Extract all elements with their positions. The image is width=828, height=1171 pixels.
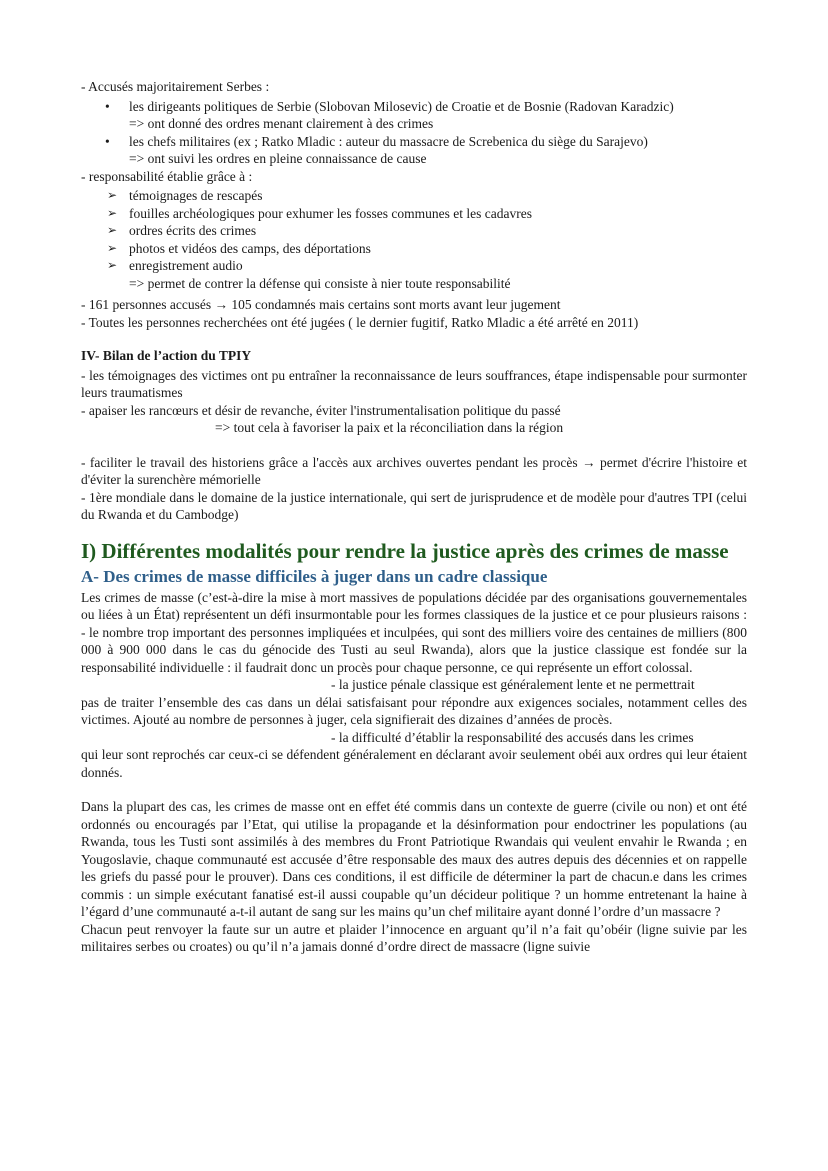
bullet-text: les dirigeants politiques de Serbie (Slobovan Milosevic) de Croatie et de Bosnie (Radovan Karadzic) [129, 98, 674, 114]
list-conclusion [81, 275, 747, 293]
list-item [81, 133, 747, 151]
section-paragraph-2: pas de traiter l’ensemble des cas dans un délai satisfaisant pour répondre aux exigences sociales, notamment celles des victimes. Ajouté au nombre de personnes à juger, cela signifierait des dizaines d’années de procès. [81, 694, 747, 727]
stats-line-1: - 161 personnes accusés → 105 condamnés mais certains sont morts avant leur jugement [81, 297, 561, 312]
list-item-text: photos et vidéos des camps, des déportations [129, 240, 371, 256]
list-item [81, 222, 747, 240]
section-paragraph-4: Dans la plupart des cas, les crimes de masse ont en effet été commis dans un contexte de guerre (civile ou non) et ont été ordonnés ou encouragés par l’Etat, qui utilise la propagande et la désinformation pour endoctriner les populations (au Rwanda, tous les Tusti sont assimilés à des membres du Front Patriotique Rwandais qui veulent envahir le Rwanda ; en Yougoslavie, chaque communauté est accusée d’être responsable des maux des autres depuis des décennies et on rappelle les griefs du passé pour le prouver). Dans ces conditions, il est difficile de déterminer la part de chacun.e dans les crimes commis : un simple exécutant fanatisé est-il aussi coupable qu’un décideur politique ? un homme entretenant la haine à l’égard d’une communauté a-t-il autant de sang sur les mains qu’un chef militaire ayant donné l’ordre d’un massacre ? [81, 799, 747, 919]
bullet-icon: • [105, 98, 110, 114]
section-title: I) Différentes modalités pour rendre la justice après des crimes de masse [81, 538, 729, 563]
section-paragraph-3-start: - la difficulté d’établir la responsabilité des accusés dans les crimes [331, 729, 694, 745]
arrow-bullet-icon: ➢ [107, 188, 118, 202]
arrow-bullet-icon: ➢ [107, 240, 118, 255]
list-item [81, 257, 747, 275]
bilan-paragraph-1: - les témoignages des victimes ont pu entraîner la reconnaissance de leurs souffrances, étape indispensable pour surmonter leurs traumatismes [81, 367, 747, 400]
bilan-title: IV- Bilan de l’action du TPIY [81, 348, 252, 363]
list-item-text: fouilles archéologiques pour exhumer les fosses communes et les cadavres [129, 205, 533, 221]
list-item-text: enregistrement audio [129, 258, 243, 273]
accuses-list [81, 98, 747, 168]
responsabilite-list [81, 187, 747, 292]
bullet-sub [81, 115, 747, 133]
arrow-bullet-icon: ➢ [107, 223, 118, 237]
bilan-paragraph-2: - apaiser les rancœurs et désir de revanche, éviter l'instrumentalisation politique du passé [81, 402, 561, 418]
document-content [81, 78, 747, 956]
spacer [81, 437, 747, 454]
bilan-conclusion: => tout cela à favoriser la paix et la réconciliation dans la région [215, 420, 564, 435]
list-item [81, 98, 747, 116]
arrow-bullet-icon: ➢ [107, 205, 118, 220]
bullet-icon: • [105, 133, 110, 149]
section-paragraph-5: Chacun peut renvoyer la faute sur un autre et plaider l’innocence en arguant qu’il n’a fait qu’obéir (ligne suivie par les militaires serbes ou croates) ou qu’il n’a jamais donné d’ordre direct de massacre (ligne suivie [81, 921, 747, 954]
spacer [81, 781, 747, 798]
stats-line-2: - Toutes les personnes recherchées ont été jugées ( le dernier fugitif, Ratko Mladic a été arrêté en 2011) [81, 314, 639, 330]
responsabilite-intro: - responsabilité établie grâce à : [81, 168, 253, 184]
list-item [81, 240, 747, 258]
accuses-intro: - Accusés majoritairement Serbes : [81, 79, 270, 94]
bullet-sub [81, 150, 747, 168]
bullet-text: les chefs militaires (ex ; Ratko Mladic : auteur du massacre de Screbenica du siège du Sarajevo) [129, 133, 648, 149]
arrow-bullet-icon: ➢ [107, 258, 118, 272]
list-conclusion-text: => permet de contrer la défense qui consiste à nier toute responsabilité [129, 275, 511, 291]
bilan-paragraph-4: - 1ère mondiale dans le domaine de la justice internationale, qui sert de jurisprudence et de modèle pour d'autres TPI (celui du Rwanda et du Cambodge) [81, 489, 747, 522]
section-subtitle: A- Des crimes de masse difficiles à juger dans un cadre classique [81, 566, 548, 586]
list-item [81, 187, 747, 205]
bilan-paragraph-3: - faciliter le travail des historiens grâce a l'accès aux archives ouvertes pendant les procès → permet d'écrire l'histoire et d'éviter la surenchère mémorielle [81, 454, 747, 487]
bullet-sub-text: => ont donné des ordres menant clairement à des crimes [129, 116, 434, 131]
list-item-text: ordres écrits des crimes [129, 223, 257, 238]
list-item-text: témoignages de rescapés [129, 188, 263, 203]
list-item [81, 205, 747, 223]
section-paragraph-3: qui leur sont reprochés car ceux-ci se défendent généralement en déclarant avoir seulement obéi aux ordres qui leur étaient donnés. [81, 747, 747, 780]
section-paragraph-1: Les crimes de masse (c’est-à-dire la mise à mort massives de populations décidée par des organisations gouvernementales ou liées à un État) représentent un défi insurmontable pour les formes classiques de la justice et ce pour plusieurs raisons : - le nombre trop important des personnes impliquées et inculpées, qui sont des milliers voire des centaines de milliers (800 000 à 900 000 dans le cas du génocide des Tusti au seul Rwanda), alors que la justice classique est fondée sur la responsabilité individuelle : il faudrait donc un procès pour chaque personne, ce qui représente un effort colossal. [81, 589, 747, 675]
bullet-sub-text: => ont suivi les ordres en pleine connaissance de cause [129, 151, 427, 166]
section-paragraph-2-start: - la justice pénale classique est généralement lente et ne permettrait [331, 677, 695, 692]
